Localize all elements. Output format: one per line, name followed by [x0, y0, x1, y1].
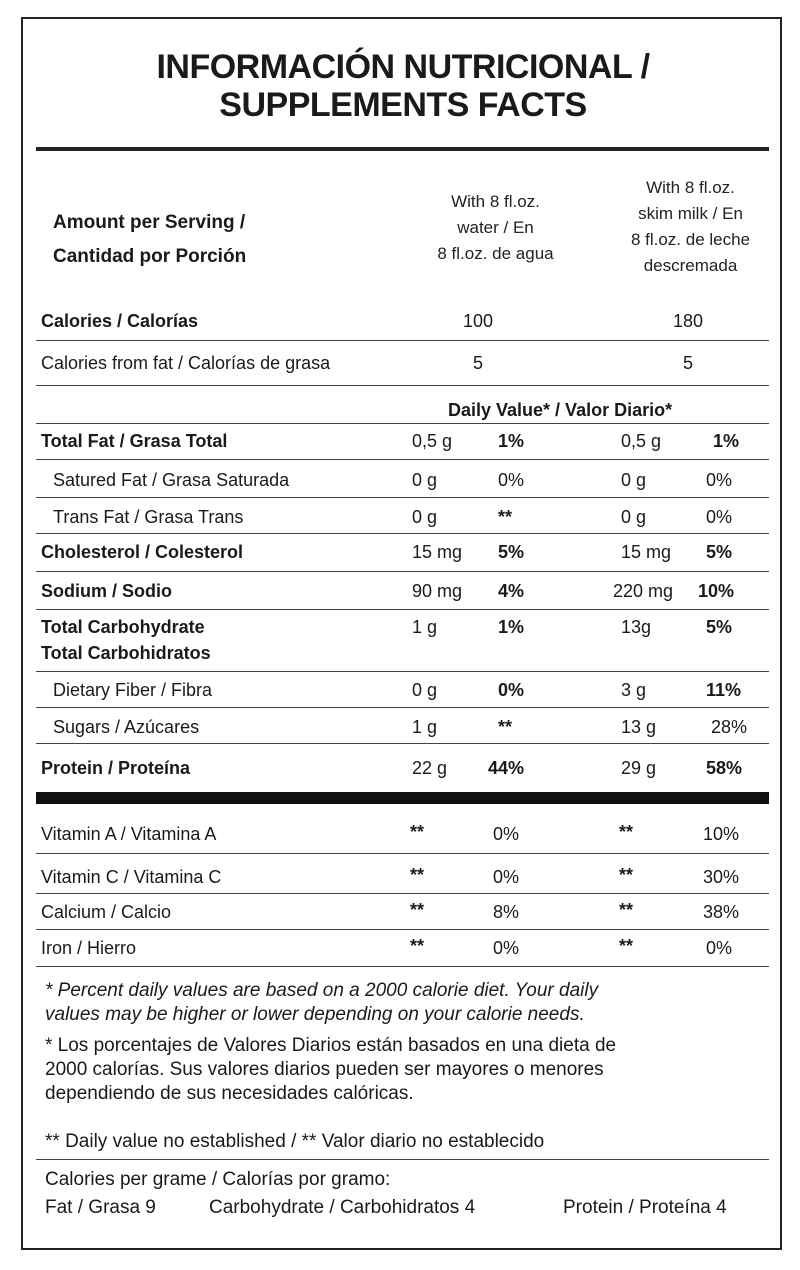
nutrient-milk-amount: 15 mg: [621, 542, 672, 562]
nutrient-label: Cholesterol / Colesterol: [41, 542, 244, 562]
nutrient-milk-amount: 0 g: [621, 470, 647, 490]
divider: [36, 423, 769, 424]
footnote-english: * Percent daily values are based on a 2000 calorie diet. Your daily: [45, 980, 599, 1001]
column-header-milk-line: skim milk / En: [638, 204, 743, 223]
vitamin-water-dv: 0%: [493, 938, 520, 958]
calories-milk: 180: [672, 311, 704, 331]
divider: [36, 929, 769, 930]
footnote-english: values may be higher or lower depending on your calorie needs.: [45, 1004, 585, 1025]
nutrient-milk-amount: 0 g: [621, 507, 647, 527]
divider: [36, 340, 769, 341]
calories-label: Calories / Calorías: [41, 311, 199, 331]
nutrient-water-amount: 0 g: [412, 680, 438, 700]
vitamin-label: Vitamin C / Vitamina C: [41, 867, 222, 887]
label-title-line2: SUPPLEMENTS FACTS: [219, 86, 587, 124]
vitamin-water-amount: **: [410, 936, 425, 956]
vitamin-milk-amount: **: [619, 822, 634, 842]
vitamin-water-amount: **: [410, 900, 425, 920]
divider-bar: [36, 792, 769, 804]
nutrient-milk-amount: 13 g: [621, 717, 657, 737]
vitamin-milk-amount: **: [619, 900, 634, 920]
divider: [36, 1159, 769, 1160]
divider: [36, 533, 769, 534]
vitamin-water-dv: 0%: [493, 824, 520, 844]
nutrient-water-dv: **: [498, 507, 513, 527]
nutrient-water-dv: **: [498, 717, 513, 737]
calories-per-gram-protein: Protein / Proteína 4: [563, 1197, 727, 1218]
nutrient-label: Total Carbohydrate: [41, 617, 205, 637]
calories-per-gram-fat: Fat / Grasa 9: [45, 1197, 156, 1218]
nutrient-label: Satured Fat / Grasa Saturada: [53, 470, 290, 490]
vitamin-water-dv: 0%: [493, 867, 520, 887]
nutrient-milk-dv: 1%: [713, 431, 740, 451]
footnote-no-established: ** Daily value no established / ** Valor diario no establecido: [45, 1131, 545, 1152]
nutrient-water-dv: 1%: [498, 617, 525, 637]
vitamin-milk-dv: 38%: [703, 902, 740, 922]
divider: [36, 707, 769, 708]
nutrient-label: Sodium / Sodio: [41, 581, 172, 601]
calories-fat-label: Calories from fat / Calorías de grasa: [41, 353, 331, 373]
nutrient-water-amount: 0,5 g: [412, 431, 453, 451]
vitamin-label: Iron / Hierro: [41, 938, 137, 958]
vitamin-milk-dv: 30%: [703, 867, 740, 887]
nutrient-milk-dv: 0%: [706, 507, 733, 527]
nutrient-water-dv: 44%: [488, 758, 525, 778]
serving-header-line2: Cantidad por Porción: [53, 246, 247, 267]
divider: [36, 459, 769, 460]
nutrient-milk-amount: 0,5 g: [621, 431, 662, 451]
nutrient-milk-amount: 13g: [621, 617, 652, 637]
nutrient-water-dv: 4%: [498, 581, 525, 601]
divider: [36, 497, 769, 498]
nutrient-milk-dv: 58%: [706, 758, 743, 778]
calories-fat-milk: 5: [682, 353, 693, 373]
nutrient-water-amount: 90 mg: [412, 581, 463, 601]
vitamin-milk-dv: 10%: [703, 824, 740, 844]
vitamin-milk-amount: **: [619, 865, 634, 885]
nutrient-water-amount: 1 g: [412, 717, 438, 737]
nutrient-water-amount: 1 g: [412, 617, 438, 637]
nutrient-milk-dv: 5%: [706, 542, 733, 562]
calories-per-gram-carb: Carbohydrate / Carbohidratos 4: [209, 1197, 476, 1218]
column-header-milk-line: 8 fl.oz. de leche: [630, 230, 751, 249]
nutrient-milk-dv: 5%: [706, 617, 733, 637]
nutrient-milk-dv: 11%: [706, 680, 742, 700]
footnote-spanish: * Los porcentajes de Valores Diarios están basados en una dieta de: [45, 1035, 617, 1056]
divider: [36, 385, 769, 386]
nutrient-water-amount: 0 g: [412, 507, 438, 527]
column-header-water-line: 8 fl.oz. de agua: [437, 244, 554, 263]
nutrient-milk-dv: 0%: [706, 470, 733, 490]
nutrient-label: Sugars / Azúcares: [53, 717, 200, 737]
nutrient-label: Trans Fat / Grasa Trans: [53, 507, 244, 527]
vitamin-milk-amount: **: [619, 936, 634, 956]
nutrient-milk-amount: 3 g: [621, 680, 647, 700]
nutrient-milk-dv: 28%: [711, 717, 748, 737]
nutrient-water-dv: 0%: [498, 470, 525, 490]
nutrient-milk-amount: 29 g: [621, 758, 657, 778]
calories-water: 100: [462, 311, 494, 331]
vitamin-water-amount: **: [410, 865, 425, 885]
daily-value-header: Daily Value* / Valor Diario*: [448, 400, 673, 420]
column-header-water: [403, 189, 588, 267]
nutrient-label: Protein / Proteína: [41, 758, 191, 778]
vitamin-milk-dv: 0%: [706, 938, 733, 958]
vitamin-label: Vitamin A / Vitamina A: [41, 824, 217, 844]
serving-header-line1: Amount per Serving /: [53, 212, 246, 233]
nutrient-water-amount: 0 g: [412, 470, 438, 490]
nutrient-water-amount: 22 g: [412, 758, 448, 778]
nutrient-water-dv: 1%: [498, 431, 525, 451]
column-header-water-line: With 8 fl.oz.: [451, 192, 540, 211]
nutrient-label: Total Fat / Grasa Total: [41, 431, 228, 451]
nutrient-label: Dietary Fiber / Fibra: [53, 680, 213, 700]
column-header-water-line: water / En: [457, 218, 534, 237]
nutrient-water-dv: 5%: [498, 542, 525, 562]
nutrient-water-amount: 15 mg: [412, 542, 463, 562]
nutrient-milk-amount: 220 mg: [613, 581, 674, 601]
nutrient-label-secondary: Total Carbohidratos: [41, 643, 211, 663]
divider: [36, 609, 769, 610]
divider: [36, 853, 769, 854]
divider: [36, 966, 769, 967]
calories-fat-water: 5: [472, 353, 483, 373]
nutrition-facts-label: [21, 17, 782, 1250]
nutrient-milk-dv: 10%: [698, 581, 735, 601]
vitamin-water-dv: 8%: [493, 902, 520, 922]
footnote-spanish: dependiendo de sus necesidades calóricas.: [45, 1083, 414, 1104]
label-title-line1: INFORMACIÓN NUTRICIONAL /: [156, 48, 650, 86]
divider-thick: [36, 147, 769, 151]
vitamin-label: Calcium / Calcio: [41, 902, 172, 922]
divider: [36, 743, 769, 744]
column-header-milk: [603, 175, 778, 279]
divider: [36, 671, 769, 672]
calories-per-gram: Calories per grame / Calorías por gramo:: [45, 1169, 391, 1190]
nutrient-water-dv: 0%: [498, 680, 525, 700]
divider: [36, 893, 769, 894]
divider: [36, 571, 769, 572]
footnote-spanish: 2000 calorías. Sus valores diarios pueden ser mayores o menores: [45, 1059, 604, 1080]
column-header-milk-line: descremada: [643, 256, 738, 275]
column-header-milk-line: With 8 fl.oz.: [646, 178, 735, 197]
vitamin-water-amount: **: [410, 822, 425, 842]
